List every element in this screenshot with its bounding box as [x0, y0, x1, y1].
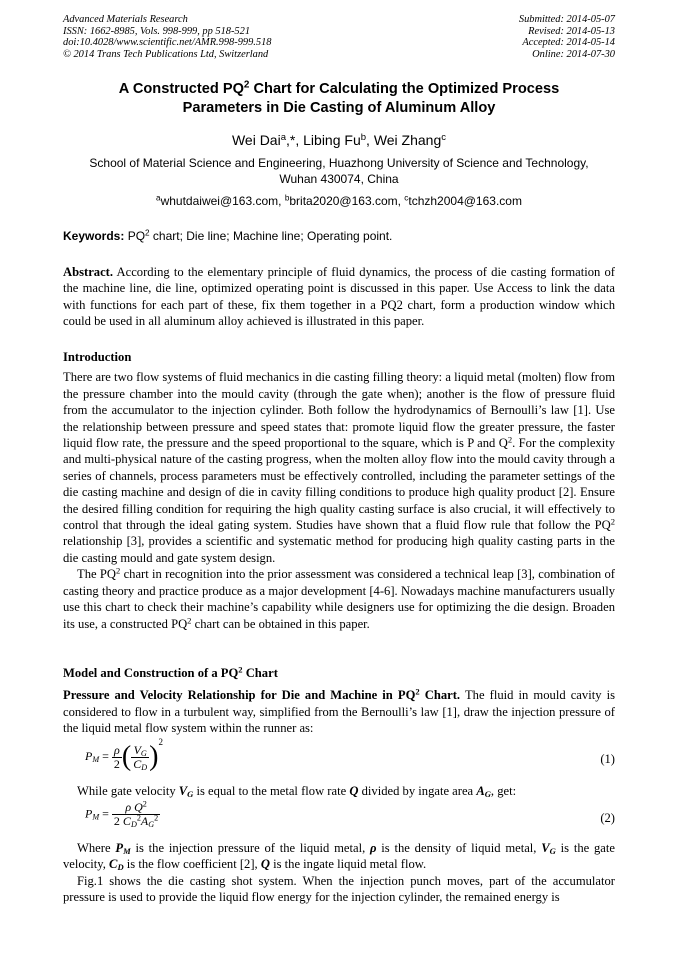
- author-list: Wei Dai$^a$,*, Libing Fu$^b$, Wei Zhang$^c$: [231, 131, 447, 148]
- introduction-section: [63, 349, 615, 632]
- section-heading: Model and Construction of a $PQ^2$ Chart: [63, 664, 278, 680]
- copyright: © 2014 Trans Tech Publications Ltd, Switzerland: [63, 48, 269, 60]
- author-name: Wei Zhang: [373, 132, 442, 148]
- paragraph: There are two flow systems of fluid mechanics in die casting filling theory: a liquid metal (molten) flow from the pressure chamber into the mould cavity (through the gate when); another is the flow of pressure fluid from the accumulator to the injection cylinder. Both follow the hydrodynamics of Bernoulli’s law [1]. Use the relationship between pressure and speed states that: promote liquid flow the greater pressure, the faster liquid flow rate, the pressure and the speed proportional to the square, which is P and $Q^2$. For the complexity and multi-physical nature of the casting progress, when the molten alloy flow into the mould cavity through a series of channels, process parameters must be effectively controlled, including the parameter settings of the die casting machine and design of die in cavity filling conditions to produce high quality product [2]. Ensure the desired filling condition for requiring the high quality casting surface is also crucial, it will effectively to control that through the ideal gating system. Studies have shown that a fluid flow rule that follow the $PQ^2$ relationship [3], provides a scientific and systematic method for producing high quality casting parts in the die casting mould and gate system design.: [63, 370, 615, 565]
- submitted-date: Submitted: 2014-05-07: [518, 14, 615, 25]
- author-name: Libing Fu: [303, 132, 361, 148]
- header-right: [519, 14, 615, 60]
- keywords: Keywords: $PQ^2$ chart; Die line; Machine line; Operating point.: [63, 228, 393, 243]
- email-link[interactable]: brita2020@163.com: [289, 194, 398, 208]
- equation-2: $P_M$ = $\frac{\rho Q^2}{2 C_D^2A_G^2}$ (2): [85, 799, 615, 830]
- equation-number: (2): [600, 811, 615, 825]
- section-heading: Introduction: [63, 350, 132, 364]
- keywords-label: Keywords:: [63, 229, 125, 243]
- affiliation: School of Material Science and Engineering, Huazhong University of Science and Technology, Wuhan 430074, China: [89, 156, 589, 186]
- author-emails: $^a$whutdaiwei@163.com, $^b$brita2020@163.com, $^c$tchzh2004@163.com: [156, 193, 522, 208]
- abstract: Abstract. According to the elementary principle of fluid dynamics, the process of die casting formation of the machine line, die line, optimized operating point is discussed in this paper. Use Access to link the data with functions for each part of these, fix them together in a PQ2 chart, form a production window which could be used in all aluminum alloy achieved is illustrated in this paper.: [63, 265, 615, 329]
- revised-date: Revised: 2014-05-13: [528, 25, 615, 37]
- email-link[interactable]: tchzh2004@163.com: [408, 194, 522, 208]
- paragraph: While gate velocity $V_G$ is equal to the metal flow rate Q divided by ingate area $A_G$, get:: [77, 784, 517, 800]
- journal-name: Advanced Materials Research: [63, 14, 188, 25]
- accepted-date: Accepted: 2014-05-14: [522, 37, 615, 49]
- equation-1: $P_M$ = $\frac{\rho}{2}$ ( $\frac{V_G}{C_D}$ )$^2$ (1): [85, 736, 615, 772]
- issn: ISSN: 1662-8985, Vols. 998-999, pp 518-521: [63, 25, 251, 37]
- paragraph: The $PQ^2$ chart in recognition into the prior assessment was considered a technical leap [3], combination of casting theory and practice produce as a major development [4-6]. Nowadays machine manufacturers usually use this chart to check their machine’s capability while designers use for optimizing the die design. Broaden its use, a constructed $PQ^2$ chart can be obtained in this paper.: [63, 565, 615, 631]
- header-left: [63, 14, 271, 60]
- paper-title: A Constructed $PQ^2$ Chart for Calculating the Optimized Process Parameters in Die Casting of Aluminum Alloy: [118, 79, 560, 116]
- online-date: Online: 2014-07-30: [532, 48, 615, 60]
- paragraph: Pressure and Velocity Relationship for Die and Machine in $PQ^2$ Chart. The fluid in mould cavity is considered to flow in a turbulent way, simplified from the Bernoulli’s law [1], draw the injection pressure of the liquid metal flow system within the runner as:: [63, 686, 615, 736]
- model-section: [63, 665, 615, 737]
- abstract-label: Abstract.: [63, 265, 114, 279]
- equation-number: (1): [600, 752, 615, 766]
- paragraph: Where $P_M$ is the injection pressure of the liquid metal, ρ is the density of liquid metal, $V_G$ is the gate velocity, $C_D$ is the flow coefficient [2], Q is the ingate liquid metal flow. Fig.1 shows the die casting shot system. When the injection punch moves, part of the accumulator pressure is used to provide the liquid flow energy for the injection cylinder, the remained energy is: [63, 841, 615, 905]
- author-name: Wei Dai: [231, 132, 281, 148]
- doi[interactable]: doi:10.4028/www.scientific.net/AMR.998-999.518: [63, 37, 272, 49]
- email-link[interactable]: whutdaiwei@163.com: [160, 194, 279, 208]
